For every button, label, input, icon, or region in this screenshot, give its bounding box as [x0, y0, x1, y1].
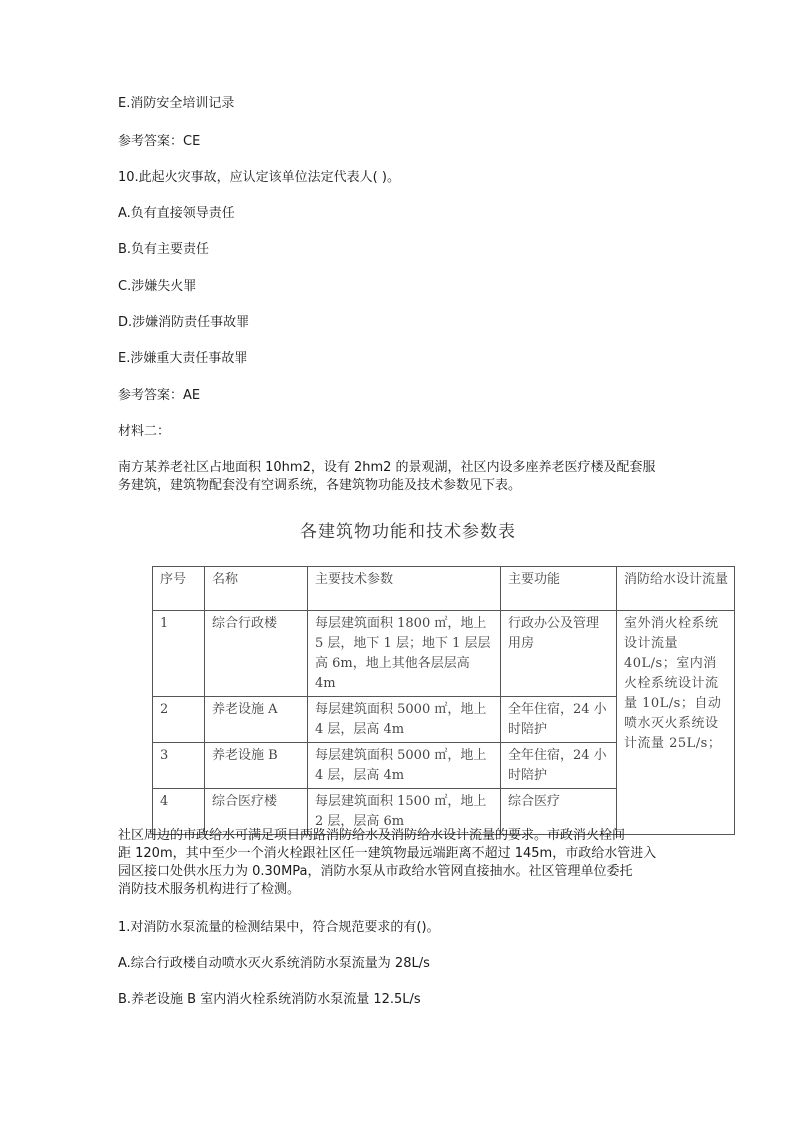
table-header-row [153, 567, 735, 611]
parameters-table [152, 566, 735, 835]
material-2-heading: 材料二： [118, 424, 171, 439]
table-row [153, 611, 735, 697]
option-e: E.涉嫌重大责任事故罪 [118, 351, 248, 366]
cell-name: 综合医疗楼 [205, 789, 308, 835]
supply-paragraph [118, 827, 688, 899]
cell-no: 1 [153, 611, 205, 697]
question-10: 10.此起火灾事故，应认定该单位法定代表人( )。 [118, 170, 400, 185]
answer-10: 参考答案：AE [118, 388, 201, 403]
cell-params: 每层建筑面积 1500 ㎡，地上 2 层，层高 6m [308, 789, 501, 835]
table-title: 各建筑物功能和技术参数表 [300, 522, 516, 542]
cell-func: 全年住宿，24 小时陪护 [501, 743, 617, 789]
supply-line-4: 消防技术服务机构进行了检测。 [118, 882, 301, 897]
header-name: 名称 [205, 567, 308, 611]
cell-name: 综合行政楼 [205, 611, 308, 697]
question-1-option-a: A.综合行政楼自动喷水灭火系统消防水泵流量为 28L/s [118, 956, 430, 971]
cell-flow: 室外消火栓系统设计流量 40L/s；室内消火栓系统设计流量 10L/s；自动喷水灭火系统设计流量 25L/s； [617, 611, 735, 835]
option-b: B.负有主要责任 [118, 242, 210, 257]
option-e-prev: E.消防安全培训记录 [118, 96, 235, 111]
cell-name: 养老设施 B [205, 743, 308, 789]
header-func: 主要功能 [501, 567, 617, 611]
cell-no: 3 [153, 743, 205, 789]
option-c: C.涉嫌失火罪 [118, 279, 197, 294]
cell-params: 每层建筑面积 5000 ㎡，地上 4 层，层高 4m [308, 697, 501, 743]
cell-params: 每层建筑面积 5000 ㎡，地上 4 层，层高 4m [308, 743, 501, 789]
cell-no: 4 [153, 789, 205, 835]
question-1-option-b: B.养老设施 B 室内消火栓系统消防水泵流量 12.5L/s [118, 992, 421, 1007]
cell-no: 2 [153, 697, 205, 743]
question-1: 1.对消防水泵流量的检测结果中，符合规范要求的有()。 [118, 920, 440, 935]
header-no: 序号 [153, 567, 205, 611]
header-params: 主要技术参数 [308, 567, 501, 611]
intro-line-1: 南方某养老社区占地面积 10hm2，设有 2hm2 的景观湖，社区内设多座养老医疗楼及配套服 [118, 460, 656, 475]
option-d: D.涉嫌消防责任事故罪 [118, 315, 250, 330]
cell-params: 每层建筑面积 1800 ㎡，地上 5 层，地下 1 层；地下 1 层层高 6m，地上其他各层层高 4m [308, 611, 501, 697]
option-a: A.负有直接领导责任 [118, 206, 235, 221]
intro-paragraph [118, 459, 688, 495]
header-flow: 消防给水设计流量 [617, 567, 735, 611]
cell-name: 养老设施 A [205, 697, 308, 743]
cell-func: 综合医疗 [501, 789, 617, 835]
cell-func: 行政办公及管理用房 [501, 611, 617, 697]
supply-line-1: 社区周边的市政给水可满足项目两路消防给水及消防给水设计流量的要求。市政消火栓间 [118, 828, 626, 843]
cell-func: 全年住宿，24 小时陪护 [501, 697, 617, 743]
answer-prev: 参考答案：CE [118, 134, 201, 149]
supply-line-3: 园区接口处供水压力为 0.30MPa，消防水泵从市政给水管网直接抽水。社区管理单位委托 [118, 864, 633, 879]
intro-line-2: 务建筑，建筑物配套没有空调系统，各建筑物功能及技术参数见下表。 [118, 478, 522, 493]
supply-line-2: 距 120m，其中至少一个消火栓跟社区任一建筑物最远端距离不超过 145m，市政给水管进入 [118, 846, 657, 861]
